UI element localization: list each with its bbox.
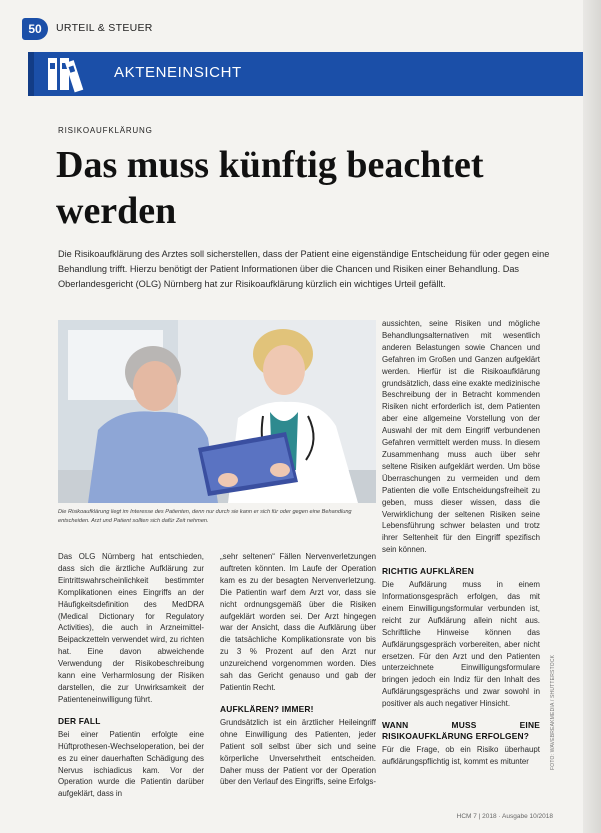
article-kicker: RISIKOAUFKLÄRUNG (58, 126, 153, 135)
article-column-3 (382, 318, 540, 768)
subheading-wann-risikoaufklaerung: WANN MUSS EINE RISIKOAUFKLÄRUNG ERFOLGEN? (382, 720, 540, 742)
paragraph: Die Aufklärung muss in einem Informationsgespräch erfolgen, das mit einem Einwilligungsformular verbunden ist, reicht zur Aufklärung allein nicht aus. Schriftliche Hinweise können das Aufklärungsgespräch vorbereiten, aber nicht ersetzen. Für den Arzt und den Patienten unterzeichnete Einwilligungsformulare bringen jedoch ein Indiz für den Inhalt des Aufklärungsgesprächs und zwar sowohl in positiver als auch negativer Hinsicht. (382, 580, 540, 709)
article-headline: Das muss künftig beachtet werden (56, 144, 484, 232)
article-column-1 (58, 551, 204, 800)
article-column-2 (220, 551, 376, 788)
paragraph: „sehr seltenen“ Fällen Nervenverletzungen auftreten könnten. Im Laufe der Operation kam es zu der besagten Nervenverletzung. Die Patientin warf dem Arzt vor, dass sie nicht ordnungsgemäß über die Risiken aufgeklärt worden sei. Der Arzt hingegen war der Ansicht, dass die Aufklärung über die tatsächliche Komplikationsrate von bis zu 3 % Prozent auf den Arzt nur unzureichend vorgenommen worden. Dies sah das Gericht genauso und gab der Patientin Recht. (220, 552, 376, 692)
page-footer: HCM 7 | 2018 · Ausgabe 10/2018 (456, 813, 553, 820)
page-edge-shadow (583, 0, 601, 833)
subheading-aufklaeren-immer: AUFKLÄREN? IMMER! (220, 703, 314, 714)
paragraph: Das OLG Nürnberg hat entschieden, dass sich die ärztliche Aufklärung zur Eintrittswahrscheinlichkeit bestimmter Komplikationen eines Eingriffs an der Häufigkeitsdefinition des MedDRA (Medical Dictionary for Regulatory Activities), die auch in Arzneimittel-Beipackzetteln verwendet wird, zu richten hat. Eine davon abweichende Verwendung der Risikobeschreibung kann eine Verharmlosung der Risiken darstellen, die zur Unwirksamkeit der Patienteneinwilligung führt. (58, 552, 204, 704)
paragraph: Grundsätzlich ist ein ärztlicher Heileingriff ohne Einwilligung des Patienten, jeder Patient soll selbst über sich und seine körperliche Unversehrtheit entscheiden. Daher muss der Patient vor der Operation über den Verlauf des Eingriffs, seine Erfolgs- (220, 717, 377, 787)
banner-accent (28, 52, 34, 96)
article-lead: Die Risikoaufklärung des Arztes soll sicherstellen, dass der Patient eine eigenständige Entscheidung für oder gegen eine Behandlung trifft. Hierzu benötigt der Patient Informationen über die Chancen und Risiken einer Behandlung. Das Oberlandesgericht (OLG) Nürnberg hat zur Risikoaufklärung kürzlich ein wichtiges Urteil gefällt. (58, 249, 550, 289)
paragraph: aussichten, seine Risiken und mögliche Behandlungsalternativen mit wesentlich anderen Belastungen sowie Chancen und Gefahren im Großen und Ganzen aufgeklärt werden. Hierfür ist die Risikoaufklärung grundsätzlich, dass eine exakte medizinische Beschreibung der in Betracht kommenden Risiken nicht erforderlich ist, dem Patienten aber eine allgemeine Vorstellung von der Auswahl der mit dem Eingriff verbundenen Gefahren vermittelt werden muss. In diesem Zusammenhang muss auch über sehr seltene Risiken aufgeklärt werden. Um böse Überraschungen zu vermeiden und dem Patienten die volle Entscheidungsfreiheit zu geben, muss dieser wissen, dass die Verwirklichung der seltenen Risiken seine Lebensführung schwer belasten und trotz ihrer Seltenheit für den Eingriff spezifisch sein können. (382, 319, 540, 555)
photo-caption: Die Risikoaufklärung liegt im Interesse des Patienten, denn nur durch sie kann er sich für oder gegen eine Behandlung entscheiden. Arzt und Patient sollten sich dafür Zeit nehmen. (58, 509, 352, 524)
section-banner (28, 52, 583, 96)
section-label: URTEIL & STEUER (56, 22, 153, 34)
binders-icon (46, 55, 94, 93)
paragraph: Bei einer Patientin erfolgte eine Hüftprothesen-Wechseloperation, bei der es zu einer dauerhaften Schädigung des Nervus ischiadicus kam. Vor der Operation wurde die Patientin darüber aufgeklärt, dass in (58, 729, 204, 799)
article-photo (58, 320, 376, 503)
photo-credit: FOTO: WAVEBREAKMEDIA / SHUTTERSTOCK (550, 654, 556, 770)
subheading-richtig-aufklaeren: RICHTIG AUFKLÄREN (382, 566, 474, 577)
page-number: 50 (22, 18, 48, 40)
paragraph: Für die Frage, ob ein Risiko überhaupt aufklärungspflichtig ist, kommt es mitunter (382, 745, 540, 766)
subheading-der-fall: DER FALL (58, 715, 101, 726)
banner-title: AKTENEINSICHT (114, 64, 242, 81)
